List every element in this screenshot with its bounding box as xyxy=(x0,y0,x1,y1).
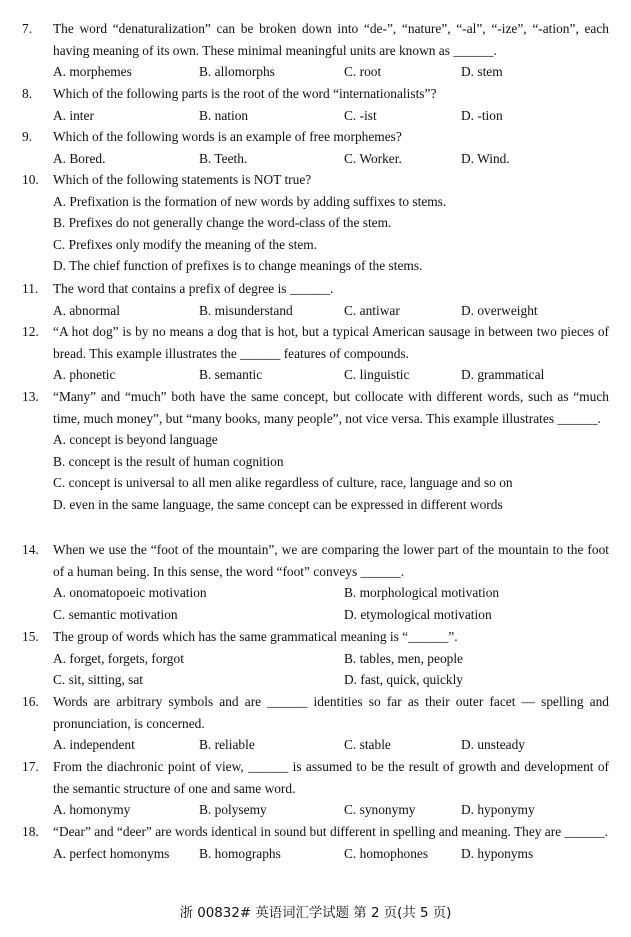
option-d: D. unsteady xyxy=(461,737,525,753)
option-a: A. phonetic xyxy=(53,367,116,383)
option-a: A. inter xyxy=(53,107,94,123)
question-number: 12. xyxy=(22,324,39,339)
question-stem: The group of words which has the same grammatical meaning is “______”. xyxy=(53,629,458,644)
question-stem: Which of the following words is an example of free morphemes? xyxy=(53,129,402,144)
option-row xyxy=(53,105,609,127)
option-row xyxy=(53,799,609,821)
option-b: B. semantic xyxy=(199,367,263,383)
option-row xyxy=(53,648,609,670)
question-number: 8. xyxy=(22,86,33,101)
option-d: D. The chief function of prefixes is to change meanings of the stems. xyxy=(53,258,423,274)
option-a: A. homonymy xyxy=(53,802,131,818)
option-c: C. sit, sitting, sat xyxy=(53,672,144,688)
option-b: B. homographs xyxy=(199,845,281,861)
option-d: D. overweight xyxy=(461,302,538,318)
option-b: B. tables, men, people xyxy=(344,650,463,666)
option-row xyxy=(53,364,609,386)
question-12 xyxy=(22,321,609,386)
question-stem: “A hot dog” is by no means a dog that is hot, but a typical American sausage in between two pieces of bread. This example illustrates the ______ features of compounds. xyxy=(53,324,609,361)
question-stem: From the diachronic point of view, ______ is assumed to be the result of growth and development of the semantic structure of one and same word. xyxy=(53,759,609,796)
option-a: A. independent xyxy=(53,737,135,753)
question-number: 17. xyxy=(22,759,39,774)
option-d: D. stem xyxy=(461,64,503,80)
question-18 xyxy=(22,821,609,864)
question-number: 7. xyxy=(22,21,33,36)
option-c: C. Prefixes only modify the meaning of the stem. xyxy=(53,236,318,252)
option-a: A. morphemes xyxy=(53,64,132,80)
question-stem: When we use the “foot of the mountain”, we are comparing the lower part of the mountain to the foot of a human being. In this sense, the word “foot” conveys ______. xyxy=(53,542,609,579)
option-row xyxy=(53,843,609,865)
option-b: B. nation xyxy=(199,107,249,123)
option-c: C. homophones xyxy=(344,845,429,861)
question-17 xyxy=(22,756,609,821)
option-b: B. Prefixes do not generally change the word-class of the stem. xyxy=(53,215,392,231)
option-c: C. concept is universal to all men alike regardless of culture, race, language and so on xyxy=(53,475,513,491)
option-a: A. abnormal xyxy=(53,302,120,318)
option-d: D. grammatical xyxy=(461,367,545,383)
option-row xyxy=(53,582,609,604)
option-b: B. concept is the result of human cognition xyxy=(53,453,284,469)
option-c: C. -ist xyxy=(344,107,377,123)
question-stem: Words are arbitrary symbols and are ______ identities so far as their outer facet — spelling and pronunciation, is concerned. xyxy=(53,694,609,731)
option-row xyxy=(53,669,609,691)
question-8 xyxy=(22,83,609,126)
option-c: C. synonymy xyxy=(344,802,416,818)
option-b: B. polysemy xyxy=(199,802,267,818)
option-b: B. morphological motivation xyxy=(344,585,500,601)
option-d: D. even in the same language, the same concept can be expressed in different words xyxy=(53,496,503,512)
option-d: D. Wind. xyxy=(461,150,510,166)
option-a: A. onomatopoeic motivation xyxy=(53,585,207,601)
question-9 xyxy=(22,126,609,169)
question-stem: The word that contains a prefix of degree is ______. xyxy=(53,281,334,296)
option-a: A. Prefixation is the formation of new words by adding suffixes to stems. xyxy=(53,193,447,209)
question-stem: The word “denaturalization” can be broken down into “de-”, “nature”, “-al”, “-ize”, “-ation”, each having meaning of its own. These minimal meaningful units are known as ______. xyxy=(53,21,609,58)
question-stem: “Many” and “much” both have the same concept, but collocate with different words, such as “much time, much money”, but “many books, many people”, not vice versa. This example illustrates ______. xyxy=(53,389,609,426)
option-c: C. Worker. xyxy=(344,150,402,166)
option-b: B. Teeth. xyxy=(199,150,248,166)
question-number: 9. xyxy=(22,129,33,144)
option-d: D. hyponyms xyxy=(461,845,534,861)
option-row xyxy=(53,148,609,170)
option-d: D. hyponymy xyxy=(461,802,535,818)
question-number: 10. xyxy=(22,172,39,187)
option-b: B. allomorphs xyxy=(199,64,275,80)
option-d: D. etymological motivation xyxy=(344,606,492,622)
option-a: A. concept is beyond language xyxy=(53,432,218,448)
option-d: D. fast, quick, quickly xyxy=(344,672,464,688)
question-number: 15. xyxy=(22,629,39,644)
question-13 xyxy=(22,386,609,516)
option-c: C. stable xyxy=(344,737,391,753)
question-11 xyxy=(22,278,609,321)
question-10 xyxy=(22,169,609,277)
option-a: A. perfect homonyms xyxy=(53,845,170,861)
question-7 xyxy=(22,18,609,83)
question-stem: Which of the following parts is the root of the word “internationalists”? xyxy=(53,86,437,101)
option-c: C. root xyxy=(344,64,382,80)
question-14 xyxy=(22,539,609,625)
option-b: B. misunderstand xyxy=(199,302,293,318)
question-stem: “Dear” and “deer” are words identical in sound but different in spelling and meaning. They are ______. xyxy=(53,824,609,839)
question-number: 13. xyxy=(22,389,39,404)
question-number: 18. xyxy=(22,824,39,839)
option-row xyxy=(53,734,609,756)
option-row xyxy=(53,61,609,83)
question-16 xyxy=(22,691,609,756)
option-row xyxy=(53,604,609,626)
question-number: 14. xyxy=(22,542,39,557)
option-a: A. Bored. xyxy=(53,150,106,166)
option-c: C. antiwar xyxy=(344,302,400,318)
option-row xyxy=(53,300,609,322)
option-c: C. linguistic xyxy=(344,367,410,383)
question-number: 16. xyxy=(22,694,39,709)
option-d: D. -tion xyxy=(461,107,503,123)
option-b: B. reliable xyxy=(199,737,255,753)
question-stem: Which of the following statements is NOT true? xyxy=(53,172,312,187)
question-number: 11. xyxy=(22,281,39,296)
option-c: C. semantic motivation xyxy=(53,606,178,622)
option-a: A. forget, forgets, forgot xyxy=(53,650,184,666)
page-footer: 浙 00832# 英语词汇学试题 第 2 页(共 5 页) xyxy=(179,906,452,921)
question-15 xyxy=(22,626,609,691)
